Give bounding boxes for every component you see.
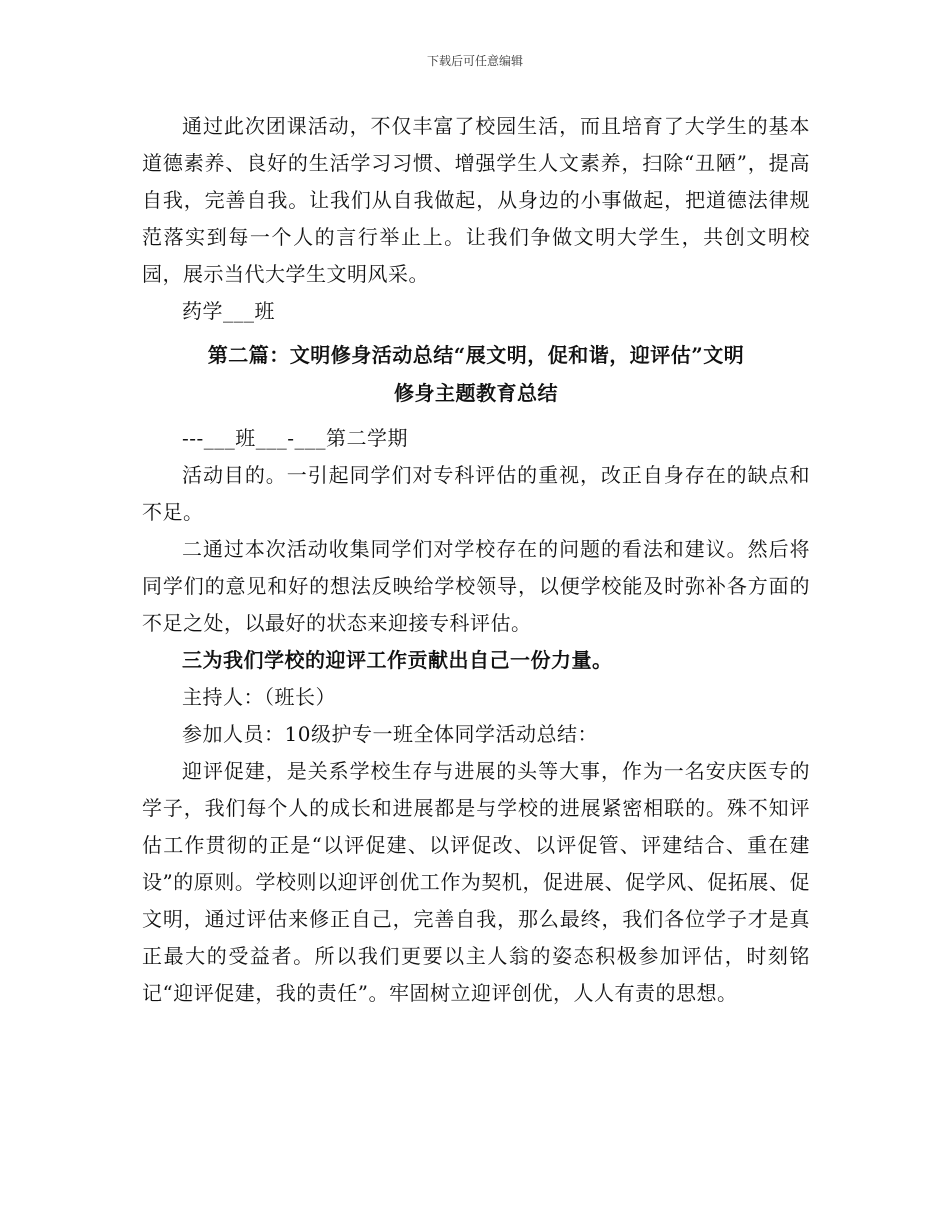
document-body — [142, 108, 810, 1012]
paragraph-summary: 通过此次团课活动，不仅丰富了校园生活，而且培育了大学生的基本道德素养、良好的生活学习习惯、增强学生人文素养，扫除“丑陋”，提高自我，完善自我。让我们从自我做起，从身边的小事做起，把道德法律规范落实到每一个人的言行举止上。让我们争做文明大学生，共创文明校园，展示当代大学生文明风采。 — [142, 114, 810, 286]
paragraph-main-summary: 迎评促建，是关系学校生存与进展的头等大事，作为一名安庆医专的学子，我们每个人的成长和进展都是与学校的进展紧密相联的。殊不知评估工作贯彻的正是“以评促建、以评促改、以评促管、评建结合、重在建设”的原则。学校则以迎评创优工作为契机，促进展、促学风、促拓展、促文明，通过评估来修正自己，完善自我，那么最终，我们各位学子才是真正最大的受益者。所以我们更要以主人翁的姿态积极参加评估，时刻铭记“迎评促建，我的责任”。牢固树立迎评创优，人人有责的思想。 — [142, 759, 810, 1005]
paragraph-purpose-2: 二通过本次活动收集同学们对学校存在的问题的看法和建议。然后将同学们的意见和好的想法反映给学校领导，以便学校能及时弥补各方面的不足之处，以最好的状态来迎接专科评估。 — [142, 537, 810, 635]
paragraph-participants: 参加人员：10级护专一班全体同学活动总结： — [182, 722, 598, 746]
section-title-line-1: 第二篇：文明修身活动总结“展文明，促和谐，迎评估”文明 — [207, 343, 745, 367]
paragraph-host: 主持人：（班长） — [182, 685, 336, 709]
section-title — [142, 336, 810, 412]
paragraph-purpose-3: 三为我们学校的迎评工作贡献出自己一份力量。 — [182, 648, 613, 672]
section-title-line-2: 修身主题教育总结 — [394, 381, 558, 405]
paragraph-class-signature: 药学___班 — [182, 299, 275, 323]
page-header: 下载后可任意编辑 — [426, 54, 523, 68]
paragraph-semester: ---___班___-___第二学期 — [182, 426, 409, 450]
paragraph-purpose-1: 活动目的。一引起同学们对专科评估的重视，改正自身存在的缺点和不足。 — [142, 463, 810, 524]
